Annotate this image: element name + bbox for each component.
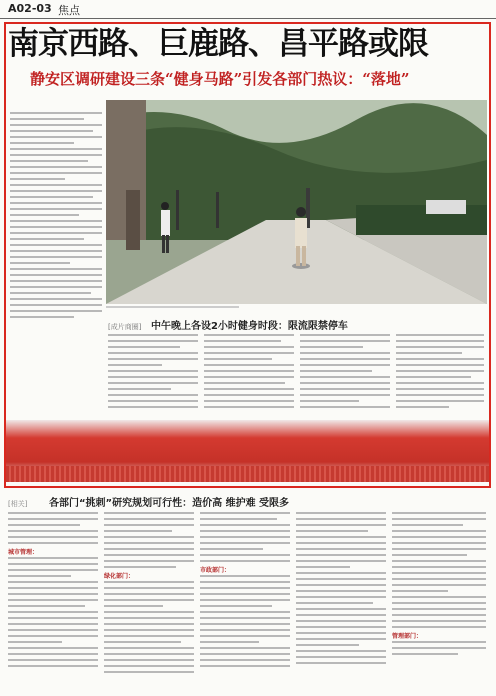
lower-tag: [相关]	[8, 500, 28, 508]
page-number: A02-03	[8, 2, 52, 15]
mini-head-3: 市政部门：	[200, 567, 231, 574]
subheadline: 静安区调研建设三条“健身马路”引发各部门热议：“落地”	[30, 70, 410, 88]
section-tag: [成片商圈]	[108, 323, 142, 331]
red-band-strip	[6, 466, 489, 482]
body-column-4	[396, 334, 484, 414]
mini-head-4: 管理部门：	[392, 633, 423, 640]
mini-head-2: 绿化部门：	[104, 573, 135, 580]
body-column-2	[204, 334, 294, 414]
lower-column-3	[200, 512, 290, 690]
lower-headline	[8, 494, 488, 509]
lower-column-5	[392, 512, 486, 690]
lower-column-2	[104, 512, 194, 690]
section-name: 焦点	[58, 4, 80, 17]
body-column-1	[108, 334, 198, 414]
lower-column-4	[296, 512, 386, 690]
lower-column-1	[8, 512, 98, 690]
page-header	[0, 0, 496, 19]
photo-caption	[106, 306, 487, 312]
lower-headline-text: 各部门“挑刺”研究规划可行性：造价高 维护难 受限多	[48, 498, 290, 509]
mini-head-1: 城市管理：	[8, 549, 39, 556]
secondary-headline	[108, 317, 488, 332]
headline: 南京西路、巨鹿路、昌平路或限	[8, 26, 428, 62]
street-photo	[106, 100, 487, 304]
secondary-headline-text: 中午晚上各设2小时健身时段：限流限禁停车	[150, 321, 348, 332]
intro-column	[10, 112, 102, 402]
body-column-3	[300, 334, 390, 414]
